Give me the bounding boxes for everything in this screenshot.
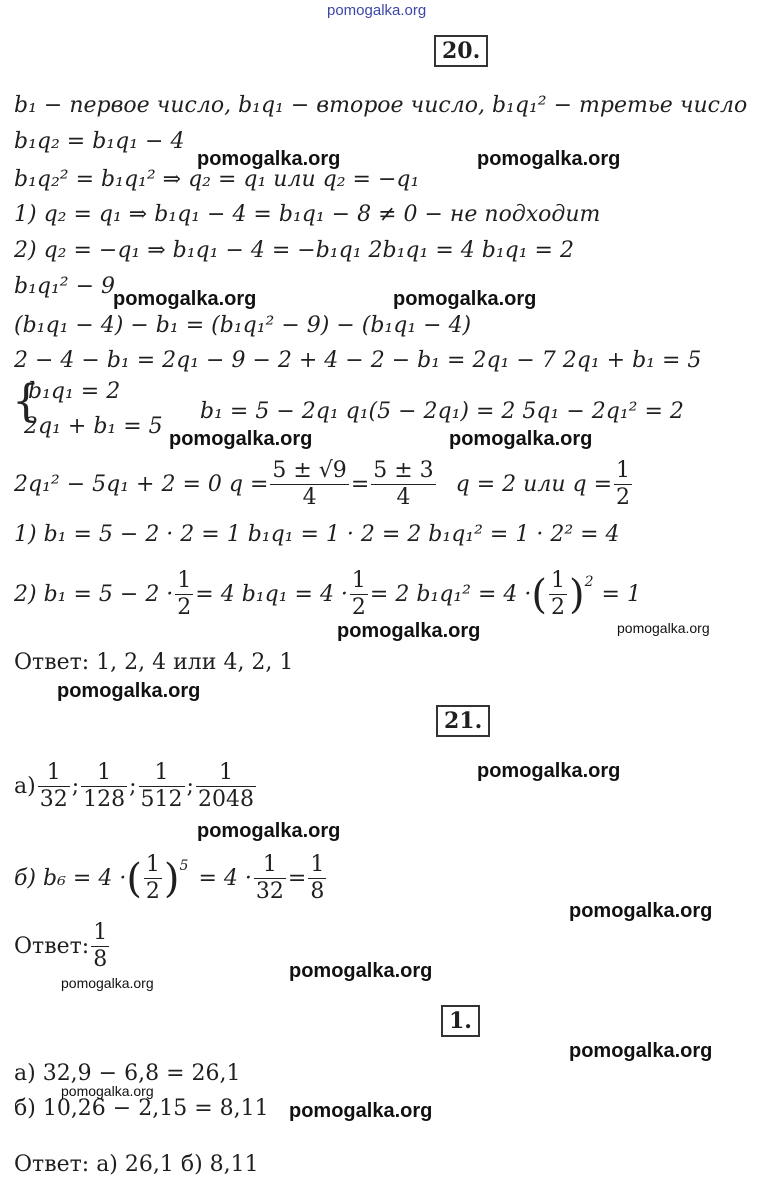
quad-fraction-3 [614, 458, 632, 511]
p21-frac-1 [38, 760, 70, 813]
p21-f2-den: 128 [83, 787, 126, 812]
watermark: pomogalka.org [477, 760, 621, 782]
p1-b: б) 10,26 − 2,15 = 8,11 [14, 1096, 269, 1121]
half-3-den: 2 [550, 595, 565, 620]
half-1-num: 1 [177, 568, 192, 593]
paren-open: ( [531, 571, 547, 618]
p21-a-label: а) [14, 773, 36, 799]
p21-32-den: 32 [255, 879, 284, 904]
p21-half-num: 1 [145, 852, 160, 877]
watermark: pomogalka.org [477, 148, 621, 170]
quadratic-line [14, 458, 634, 511]
p21-paren-close: ) [163, 855, 180, 902]
p21-32-num: 1 [254, 852, 286, 879]
p1-answer: Ответ: а) 26,1 б) 8,11 [14, 1152, 259, 1177]
watermark: pomogalka.org [57, 680, 201, 702]
p21-f3-den: 512 [140, 787, 183, 812]
p21-half-den: 2 [145, 879, 160, 904]
watermark: pomogalka.org [449, 428, 593, 450]
case-2-half-1 [175, 568, 193, 621]
p20-line-7: (b₁q₁ − 4) − b₁ = (b₁q₁² − 9) − (b₁q₁ − 4) [14, 313, 472, 338]
sep-3: ; [186, 773, 194, 799]
watermark: pomogalka.org [337, 620, 481, 642]
quad-f2-den: 4 [396, 485, 411, 510]
p21-frac-32 [254, 852, 286, 905]
problem-21-number: 21. [436, 705, 490, 737]
p21-f3-num: 1 [139, 760, 185, 787]
p21-a [14, 760, 258, 813]
quad-f1-den: 4 [302, 485, 317, 510]
p21-b-part-b: = 4 · [198, 865, 252, 891]
p21-b-eq: = [287, 865, 307, 891]
half-3-num: 1 [550, 568, 565, 593]
watermark: pomogalka.org [393, 288, 537, 310]
half-1-den: 2 [177, 595, 192, 620]
quad-f2-num: 5 ± 3 [373, 458, 434, 483]
watermark: pomogalka.org [197, 820, 341, 842]
watermark: pomogalka.org [569, 1040, 713, 1062]
p20-line-2: b₁q₂ = b₁q₁ − 4 [14, 129, 185, 154]
sep-1: ; [71, 773, 80, 799]
p20-line-6: b₁q₁² − 9 [14, 274, 116, 299]
problem-20-number: 20. [434, 35, 488, 67]
watermark: pomogalka.org [289, 960, 433, 982]
p21-answer [14, 920, 111, 973]
case-2-part-d: = 1 [601, 581, 641, 607]
p20-line-1: b₁ − первое число, b₁q₁ − второе число, b₁q₁² − третье число [14, 93, 748, 118]
p21-answer-label: Ответ: [14, 933, 90, 959]
p21-frac-result [308, 852, 326, 905]
case-2-part-a: 2) b₁ = 5 − 2 · [14, 581, 174, 607]
watermark: pomogalka.org [113, 288, 257, 310]
p21-b-part-a: б) b₆ = 4 · [14, 865, 127, 891]
p21-b [14, 852, 328, 905]
p20-line-4: 1) q₂ = q₁ ⇒ b₁q₁ − 4 = b₁q₁ − 8 ≠ 0 − не подходит [14, 202, 601, 227]
watermark: pomogalka.org [197, 148, 341, 170]
half-2-num: 1 [351, 568, 366, 593]
p1-a: а) 32,9 − 6,8 = 26,1 [14, 1061, 241, 1086]
p21-f4-num: 1 [196, 760, 256, 787]
system-eq-2: 2q₁ + b₁ = 5 [24, 414, 163, 439]
p21-answer-frac [91, 920, 109, 973]
watermark-small: pomogalka.org [61, 1083, 154, 1099]
paren-close: ) [568, 571, 585, 618]
p21-answer-den: 8 [93, 947, 108, 972]
quad-fraction-1 [270, 458, 348, 511]
quad-f3-num: 1 [616, 458, 631, 483]
p21-frac-4 [196, 760, 256, 813]
p21-exponent: 5 [179, 858, 189, 874]
quad-f3-den: 2 [616, 485, 631, 510]
case-2-half-2 [350, 568, 368, 621]
quad-mid: q = 2 или q = [455, 471, 613, 497]
p21-f4-den: 2048 [197, 787, 254, 812]
p21-f2-num: 1 [81, 760, 127, 787]
watermark-small: pomogalka.org [61, 975, 154, 991]
quad-eq: = [350, 471, 370, 497]
quad-left: 2q₁² − 5q₁ + 2 = 0 q = [14, 471, 269, 497]
p21-answer-num: 1 [93, 920, 108, 945]
p21-half [144, 852, 162, 905]
quad-fraction-2 [371, 458, 435, 511]
p21-f1-num: 1 [38, 760, 70, 787]
system-eq-1: b₁q₁ = 2 [28, 379, 121, 404]
system-brace: { [12, 376, 40, 427]
case-2-exponent: 2 [584, 574, 594, 590]
quad-f1-num: 5 ± √9 [272, 458, 347, 483]
case-2-part-c: = 2 b₁q₁² = 4 · [369, 581, 532, 607]
p21-paren-open: ( [126, 855, 142, 902]
p21-res-den: 8 [310, 879, 325, 904]
p21-res-num: 1 [310, 852, 325, 877]
watermark-top: pomogalka.org [327, 2, 427, 19]
half-2-den: 2 [351, 595, 366, 620]
p20-line-8: 2 − 4 − b₁ = 2q₁ − 9 − 2 + 4 − 2 − b₁ = 2q₁ − 7 2q₁ + b₁ = 5 [14, 348, 702, 373]
case-2-half-3 [549, 568, 567, 621]
p21-f1-den: 32 [39, 787, 68, 812]
case-1: 1) b₁ = 5 − 2 · 2 = 1 b₁q₁ = 1 · 2 = 2 b₁q₁² = 1 · 2² = 4 [14, 522, 620, 547]
p21-frac-2 [81, 760, 127, 813]
problem-1-number: 1. [441, 1005, 480, 1037]
p21-frac-3 [139, 760, 185, 813]
case-2-part-b: = 4 b₁q₁ = 4 · [195, 581, 348, 607]
system-rest: b₁ = 5 − 2q₁ q₁(5 − 2q₁) = 2 5q₁ − 2q₁² = 2 [200, 399, 684, 424]
p20-line-5: 2) q₂ = −q₁ ⇒ b₁q₁ − 4 = −b₁q₁ 2b₁q₁ = 4 b₁q₁ = 2 [14, 238, 574, 263]
watermark: pomogalka.org [289, 1100, 433, 1122]
p20-line-3: b₁q₂² = b₁q₁² ⇒ q₂ = q₁ или q₂ = −q₁ [14, 167, 420, 192]
watermark: pomogalka.org [169, 428, 313, 450]
p20-answer: Ответ: 1, 2, 4 или 4, 2, 1 [14, 650, 294, 675]
sep-2: ; [129, 773, 137, 799]
watermark-small: pomogalka.org [617, 620, 710, 636]
case-2 [14, 568, 641, 621]
watermark: pomogalka.org [569, 900, 713, 922]
